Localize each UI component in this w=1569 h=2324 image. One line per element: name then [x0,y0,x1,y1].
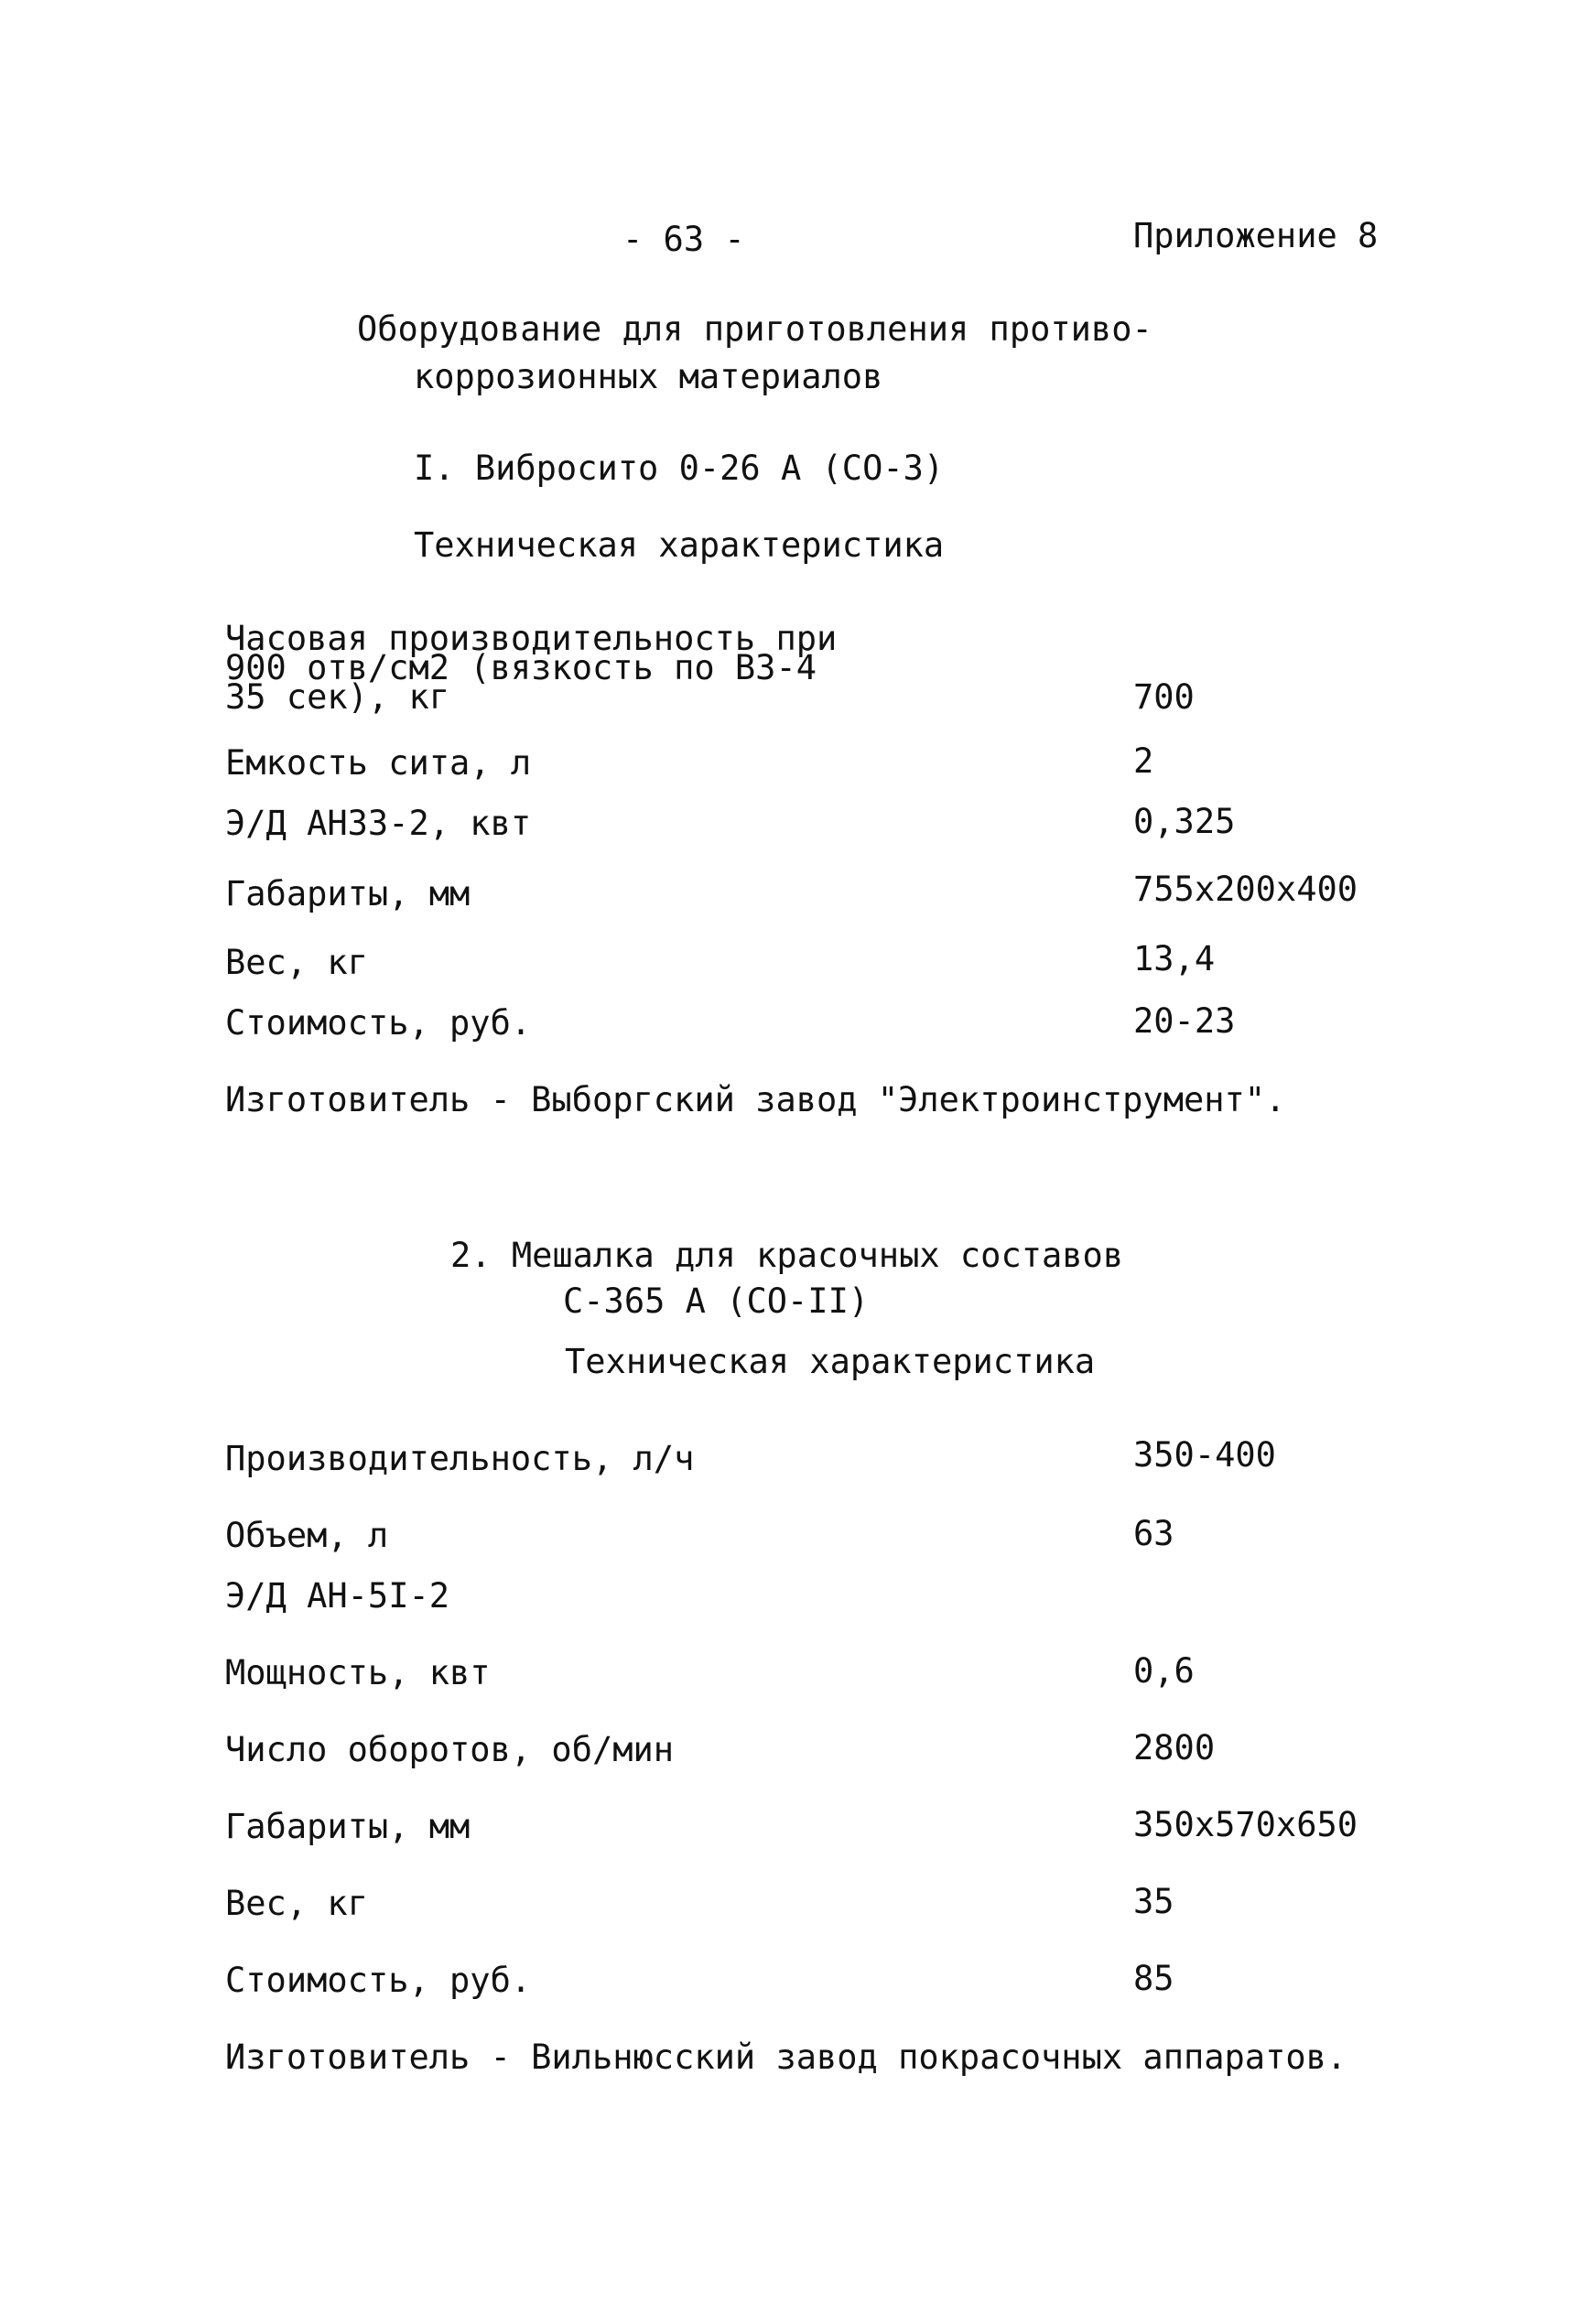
section1-row5-label: Вес, кг [225,943,368,982]
section2-subtitle: Техническая характеристика [565,1342,1096,1381]
section1-manufacturer: Изготовитель - Выборгский завод "Электроинструмент". [225,1080,1286,1119]
section2-row3-label: Э/Д АН-5I-2 [225,1576,450,1616]
section2-model: С-365 А (СО-II) [563,1281,870,1321]
document-title-line1: Оборудование для приготовления противо- [357,309,1152,349]
section2-row8-label: Стоимость, руб. [225,1961,532,2000]
section2-row1-label: Производительность, л/ч [225,1439,695,1478]
section1-row1-label-line3: 35 сек), кг [225,677,450,717]
section2-row4-value: 0,6 [1133,1651,1195,1691]
section1-row1-label-line2: 900 отв/см2 (вязкость по ВЗ-4 [225,648,817,687]
section2-row6-label: Габариты, мм [225,1807,471,1846]
page-number: - 63 - [622,220,745,259]
section1-row2-label: Емкость сита, л [225,743,532,783]
section1-row2-value: 2 [1133,741,1154,781]
section2-row5-value: 2800 [1133,1728,1216,1767]
section2-row7-value: 35 [1133,1882,1174,1921]
section2-row5-label: Число оборотов, об/мин [225,1730,675,1769]
section2-manufacturer: Изготовитель - Вильнюсский завод покрасочных аппаратов. [225,2038,1347,2077]
section1-row6-label: Стоимость, руб. [225,1003,532,1043]
section2-row1-value: 350-400 [1133,1435,1276,1475]
section1-subtitle: Техническая характеристика [414,525,945,565]
appendix-label: Приложение 8 [1133,216,1379,255]
section1-row4-value: 755х200х400 [1133,870,1358,909]
section2-title: 2. Мешалка для красочных составов [450,1236,1124,1275]
section1-row1-value: 700 [1133,677,1195,717]
section1-row6-value: 20-23 [1133,1001,1236,1041]
section2-row2-label: Объем, л [225,1516,389,1555]
section2-row7-label: Вес, кг [225,1884,368,1923]
section1-row3-value: 0,325 [1133,802,1236,841]
section1-row3-label: Э/Д АН33-2, квт [225,804,532,843]
section1-title: I. Вибросито 0-26 А (СО-3) [414,449,945,488]
section2-row8-value: 85 [1133,1959,1174,1998]
section1-row5-value: 13,4 [1133,939,1216,978]
document-title-line2: коррозионных материалов [414,357,883,396]
section2-row2-value: 63 [1133,1514,1174,1553]
section1-row1-label-line1: Часовая производительность при [225,619,838,658]
section2-row4-label: Мощность, квт [225,1653,491,1692]
section2-row6-value: 350х570х650 [1133,1805,1358,1844]
section1-row4-label: Габариты, мм [225,874,471,913]
